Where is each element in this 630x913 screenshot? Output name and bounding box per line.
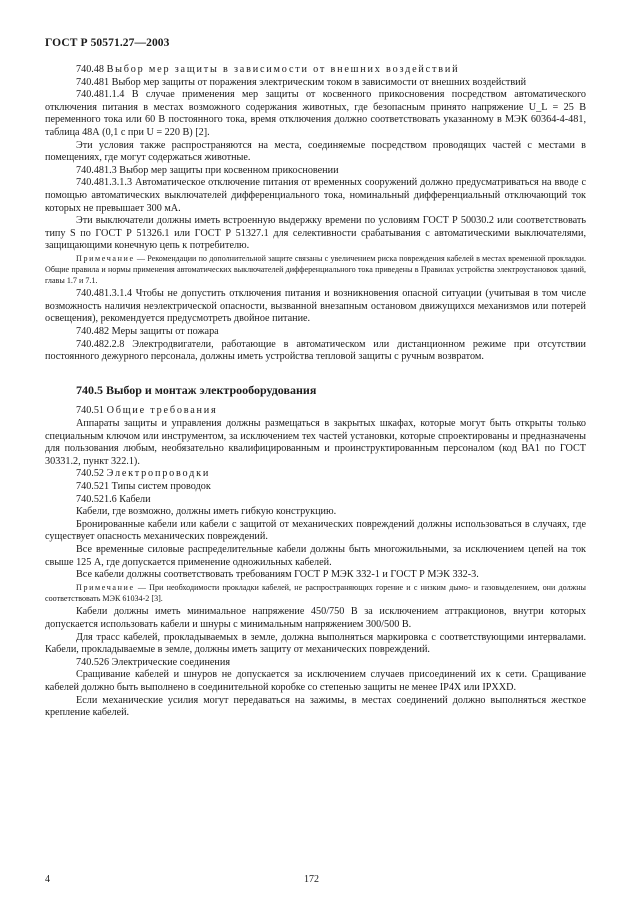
subsection-title bbox=[45, 64, 586, 77]
paragraph: 740.481 Выбор мер защиты от поражения электрическим током в зависимости от внешних воздействий bbox=[76, 76, 527, 88]
paragraph: 740.481.3.1.3 Автоматическое отключение питания от временных сооружений должно предусматриваться на вводе с помощью автоматических выключателей дифференциального тока, номинальный дифференциальный отключающий ток которых не превышает 300 мА. bbox=[45, 177, 586, 214]
paragraph: 740.521.6 Кабели bbox=[76, 493, 151, 505]
page-number-center: 172 bbox=[304, 874, 319, 885]
subsection-number: 740.52 bbox=[76, 468, 105, 480]
paragraph: Если механические усилия могут передаваться на зажимы, в местах соединений должно выполняться жесткое крепление кабелей. bbox=[45, 694, 586, 719]
paragraph: 740.482.2.8 Электродвигатели, работающие в автоматическом или дистанционном режиме при отсутствии постоянного дежурного персонала, должны иметь устройства тепловой защиты с ручным возвратом. bbox=[45, 338, 586, 363]
note-label: Примечание bbox=[76, 582, 135, 592]
paragraph: Все временные силовые распределительные кабели должны быть многожильными, за исключением цепей на ток свыше 125 А, где допускается применение одножильных кабелей. bbox=[45, 543, 586, 568]
paragraph: Все кабели должны соответствовать требованиям ГОСТ Р МЭК 332-1 и ГОСТ Р МЭК 332-3. bbox=[76, 569, 479, 581]
page-header: ГОСТ Р 50571.27—2003 bbox=[45, 37, 170, 49]
subsection-text: Общие требования bbox=[106, 405, 218, 417]
paragraph: Бронированные кабели или кабели с защитой от механических повреждений должны использоваться в случаях, где существует опасность механических повреждений. bbox=[45, 518, 586, 543]
note bbox=[45, 583, 586, 605]
paragraph: Кабели, где возможно, должны иметь гибкую конструкцию. bbox=[76, 506, 337, 518]
note bbox=[45, 254, 586, 286]
section-heading: 740.5 Выбор и монтаж электрооборудования bbox=[76, 382, 317, 397]
paragraph: 740.526 Электрические соединения bbox=[76, 656, 231, 668]
paragraph: Аппараты защиты и управления должны размещаться в закрытых шкафах, которые могут быть открыты только специальным ключом или инструментом, за исключением тех частей установки, которые спроектированы и предназначены для пользования любым, необязательно квалифицированным и проинструктированным персоналом (код ВА1 по ГОСТ 30331.2, пункт 322.1). bbox=[45, 418, 586, 467]
paragraph: Сращивание кабелей и шнуров не допускается за исключением случаев присоединений их к сети. Сращивание кабелей должно быть выполнено в соединительной коробке со степенью защиты не менее IP4X или IPXXD. bbox=[45, 669, 586, 693]
subsection-number: 740.48 bbox=[76, 64, 105, 75]
document-body bbox=[45, 64, 586, 720]
paragraph: Эти условия также распространяются на места, соединяемые посредством проводящих частей с местами в помещениях, где могут содержаться животные. bbox=[45, 139, 586, 164]
subsection-title bbox=[45, 468, 586, 481]
subsection-number: 740.51 bbox=[76, 405, 105, 417]
paragraph: Кабели должны иметь минимальное напряжение 450/750 В за исключением аттракционов, внутри которых допускается использовать кабели и шнуры с минимальным напряжением 300/500 В. bbox=[45, 606, 586, 630]
paragraph: 740.521 Типы систем проводок bbox=[76, 481, 211, 493]
subsection-text: Электропроводки bbox=[106, 468, 211, 480]
note-text: — При необходимости прокладки кабелей, не распространяющих горение и с низким дымо- и газовыделением, они должны соответствовать МЭК 61034-2 [3]. bbox=[45, 582, 586, 603]
subsection-text: Выбор мер защиты в зависимости от внешних воздействий bbox=[106, 64, 460, 75]
page-number-left: 4 bbox=[45, 874, 50, 885]
paragraph: 740.482 Меры защиты от пожара bbox=[76, 326, 219, 338]
paragraph: Эти выключатели должны иметь встроенную выдержку времени по условиям ГОСТ Р 50030.2 или соответствовать типу S по ГОСТ Р 51326.1 или ГОСТ Р 51327.1 для селективности срабатывания с автоматическими выключателями, защищающими конечную цепь к потребителю. bbox=[45, 215, 586, 252]
paragraph: Для трасс кабелей, прокладываемых в земле, должна выполняться маркировка с соответствующими интервалами. Кабели, прокладываемые в земле, должны иметь защиту от механических повреждений. bbox=[45, 631, 586, 656]
paragraph: 740.481.3 Выбор мер защиты при косвенном прикосновении bbox=[76, 164, 339, 176]
paragraph: 740.481.3.1.4 Чтобы не допустить отключения питания и возникновения опасной ситуации (учитывая в том числе возможность наличия неэлектрической опасности, вызванной внезапным остановом движущихся механизмов или потерей освещения), рекомендуется предусмотреть двойное питание. bbox=[45, 288, 586, 325]
note-label: Примечание bbox=[76, 253, 135, 263]
note-text: — Рекомендации по дополнительной защите связаны с увеличением риска повреждения кабелей в местах временной прокладки. Общие правила и нормы применения автоматических выключателей дифференциального тока приведены в Правилах устройства электроустановок зданий, главы 1.7 и 7.1. bbox=[45, 253, 586, 285]
subsection-title bbox=[45, 405, 586, 418]
paragraph: 740.481.1.4 В случае применения мер защиты от косвенного прикосновения посредством автоматического отключения питания в местах возможного содержания животных, где безопасным принято напряжение U_L = 25 В переменного тока или 60 В постоянного тока, время отключения должно соответствовать указанному в МЭК 60364-4-481, таблица 48А (0,1 с при U = 220 В) [2]. bbox=[45, 89, 586, 138]
